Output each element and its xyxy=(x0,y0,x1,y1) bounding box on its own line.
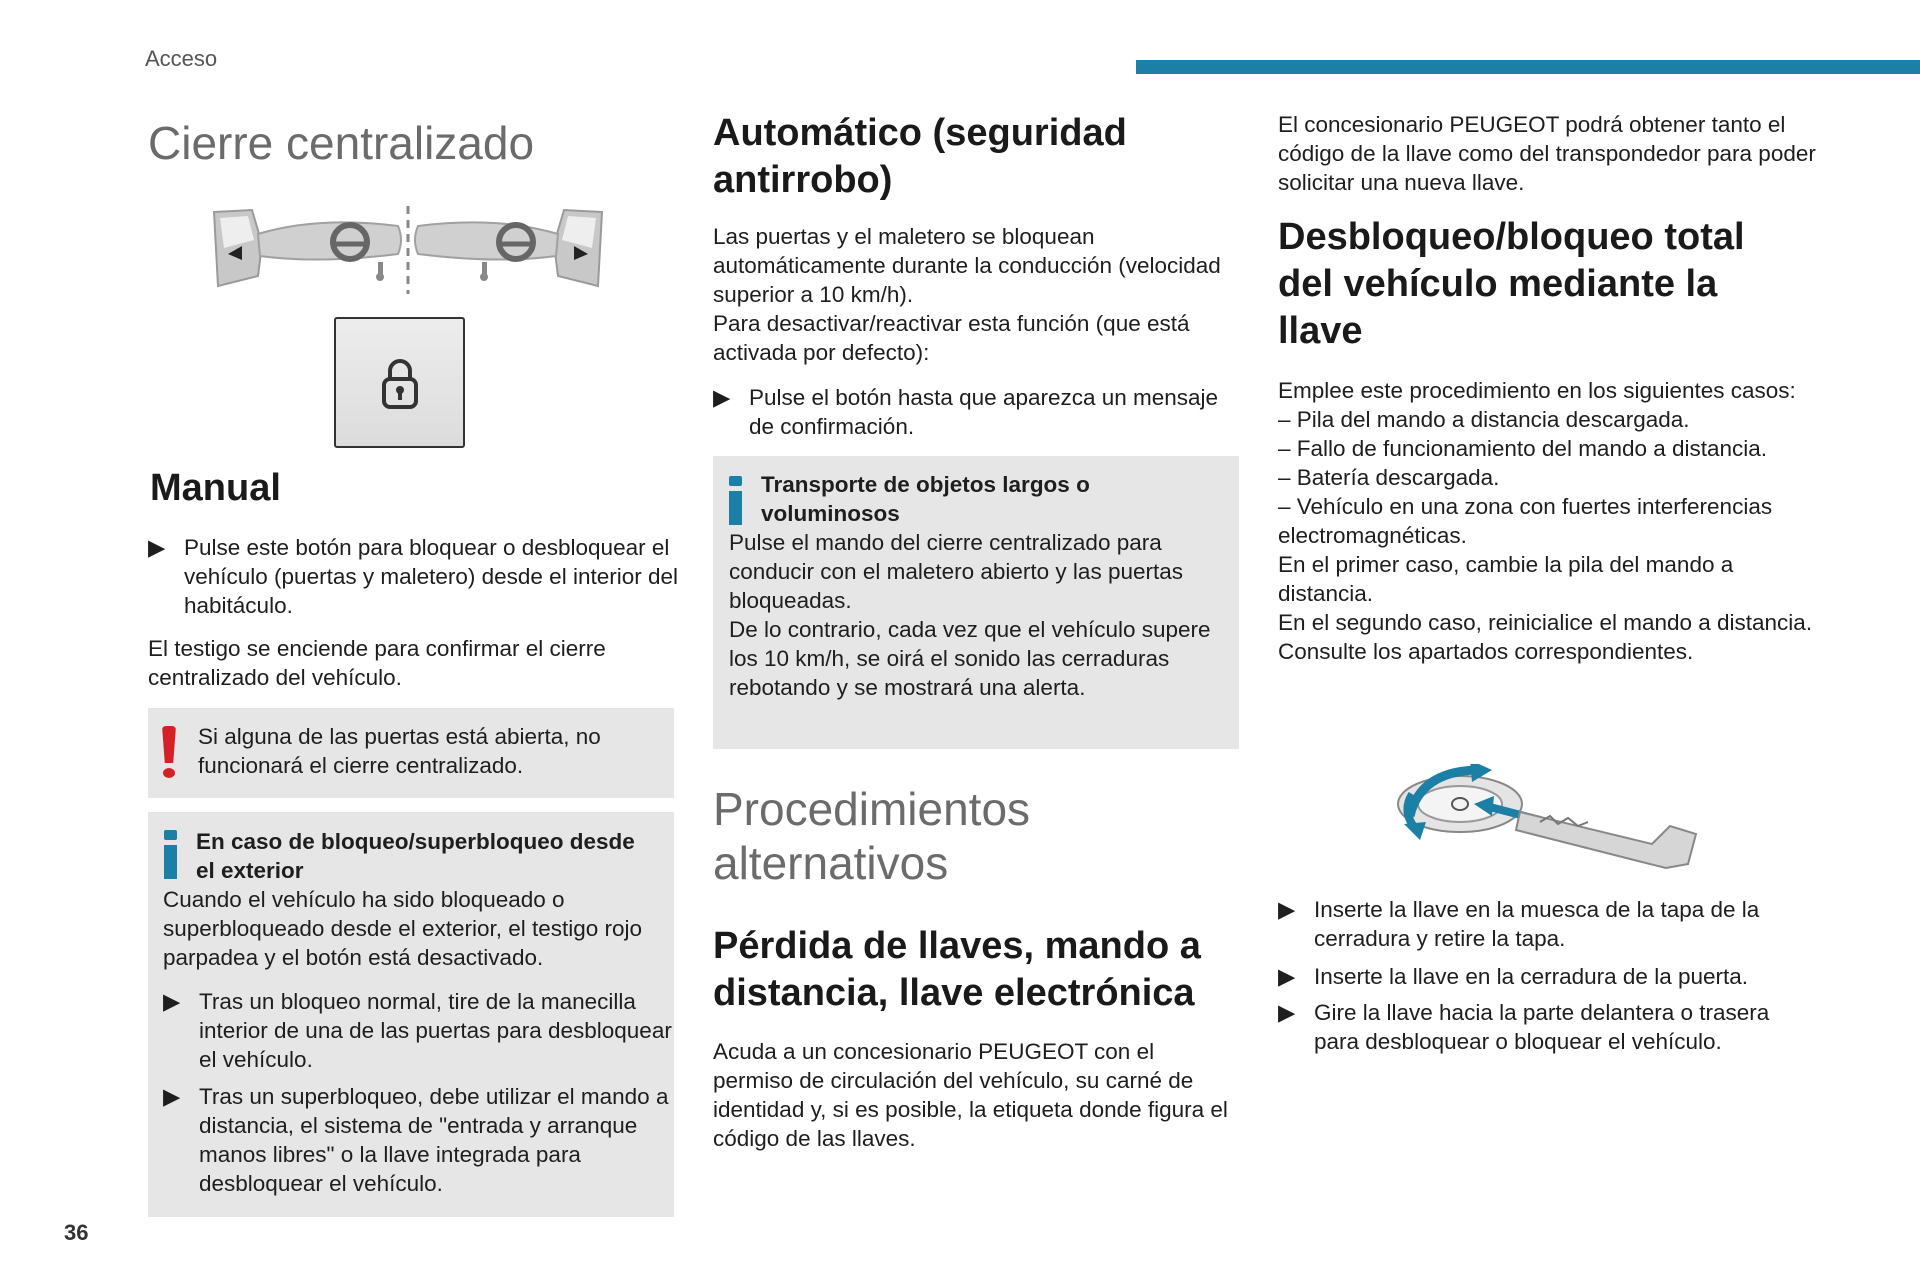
text-line: En el primer caso, cambie la pila del mando a distancia. xyxy=(1278,552,1734,606)
text-line: – Batería descargada. xyxy=(1278,465,1500,490)
bullet-triangle-icon: ▶ xyxy=(163,989,181,1014)
page-number: 36 xyxy=(64,1220,89,1245)
dealer-text: El concesionario PEUGEOT podrá obtener tanto el código de la llave como del transpondedor para poder solicitar una nueva llave. xyxy=(1278,112,1816,195)
info-icon xyxy=(729,476,742,525)
auto-heading: Automático (seguridad antirrobo) xyxy=(713,112,1127,201)
key-step-bullet xyxy=(1278,962,1844,991)
info-title: En caso de bloqueo/superbloqueo desde el exterior xyxy=(196,829,635,883)
text-line: En el segundo caso, reinicialice el mando a distancia. xyxy=(1278,610,1813,635)
info-title: Transporte de objetos largos o voluminosos xyxy=(761,472,1090,526)
info-bullet xyxy=(163,987,679,1074)
bullet-triangle-icon: ▶ xyxy=(713,385,731,410)
bullet-triangle-icon: ▶ xyxy=(1278,964,1296,989)
alt-heading: Procedimientos alternativos xyxy=(713,783,1031,889)
key-step-bullet xyxy=(1278,998,1814,1056)
text-line: – Pila del mando a distancia descargada. xyxy=(1278,407,1690,432)
warning-text: Si alguna de las puertas está abierta, no funcionará el cierre centralizado. xyxy=(198,724,601,778)
text-line: Emplee este procedimiento en los siguientes casos: xyxy=(1278,378,1796,403)
manual-text: El testigo se enciende para confirmar el cierre centralizado del vehículo. xyxy=(148,636,606,690)
key-step-text: Inserte la llave en la muesca de la tapa de la cerradura y retire la tapa. xyxy=(1314,897,1760,951)
info-text: Cuando el vehículo ha sido bloqueado o superbloqueado desde el exterior, el testigo rojo parpadea y el botón está desactivado. xyxy=(163,887,643,970)
key-step-bullet xyxy=(1278,895,1844,953)
page-title: Cierre centralizado xyxy=(148,117,535,169)
info-bullet xyxy=(163,1082,679,1198)
key-unlock-text xyxy=(1278,376,1826,666)
warning-icon xyxy=(162,726,176,778)
auto-text-1: Las puertas y el maletero se bloquean automáticamente durante la conducción (velocidad superior a 10 km/h). xyxy=(713,224,1221,307)
auto-bullet xyxy=(713,383,1249,441)
manual-heading: Manual xyxy=(150,467,281,509)
manual-bullet-text: Pulse este botón para bloquear o desbloquear el vehículo (puertas y maletero) desde el interior del habitáculo. xyxy=(184,535,679,618)
column-left xyxy=(148,100,679,1196)
info-box-transport xyxy=(713,456,1239,749)
info-text-2: De lo contrario, cada vez que el vehículo supere los 10 km/h, se oirá el sonido las cerraduras rebotando y se mostrará una alerta. xyxy=(729,617,1211,700)
auto-text-2: Para desactivar/reactivar esta función (que está activada por defecto): xyxy=(713,311,1190,365)
text-line: Consulte los apartados correspondientes. xyxy=(1278,639,1694,664)
manual-bullet xyxy=(148,533,704,620)
lost-keys-heading: Pérdida de llaves, mando a distancia, llave electrónica xyxy=(713,925,1201,1014)
lost-keys-text: Acuda a un concesionario PEUGEOT con el permiso de circulación del vehículo, su carné de identidad y, si es posible, la etiqueta donde figura el código de las llaves. xyxy=(713,1039,1228,1151)
lock-icon xyxy=(380,357,420,411)
text-line: – Fallo de funcionamiento del mando a distancia. xyxy=(1278,436,1768,461)
header-accent-bar xyxy=(1136,60,1920,74)
text-line: – Vehículo en una zona con fuertes interferencias electromagnéticas. xyxy=(1278,494,1773,548)
info-bullet-text: Tras un bloqueo normal, tire de la manecilla interior de una de las puertas para desbloquear el vehículo. xyxy=(199,989,672,1072)
key-cylinder-illustration xyxy=(1390,764,1710,884)
bullet-triangle-icon: ▶ xyxy=(148,535,166,560)
car-doors-illustration xyxy=(208,204,608,296)
bullet-triangle-icon: ▶ xyxy=(1278,1000,1296,1025)
info-icon xyxy=(164,830,177,879)
key-step-text: Gire la llave hacia la parte delantera o trasera para desbloquear o bloquear el vehículo. xyxy=(1314,1000,1770,1054)
bullet-triangle-icon: ▶ xyxy=(1278,897,1296,922)
info-bullet-text: Tras un superbloqueo, debe utilizar el mando a distancia, el sistema de "entrada y arranque manos libres" o la llave integrada para desbloquear el vehículo. xyxy=(199,1084,669,1196)
section-label: Acceso xyxy=(145,46,218,71)
info-text-1: Pulse el mando del cierre centralizado para conducir con el maletero abierto y las puertas bloqueadas. xyxy=(729,530,1183,613)
lock-button-illustration xyxy=(334,317,465,448)
info-box-lock xyxy=(148,812,674,1217)
key-unlock-heading: Desbloqueo/bloqueo total del vehículo mediante la llave xyxy=(1278,216,1745,352)
auto-bullet-text: Pulse el botón hasta que aparezca un mensaje de confirmación. xyxy=(749,385,1219,439)
bullet-triangle-icon: ▶ xyxy=(163,1084,181,1109)
warning-box xyxy=(148,708,674,798)
key-step-text: Inserte la llave en la cerradura de la puerta. xyxy=(1314,964,1749,989)
